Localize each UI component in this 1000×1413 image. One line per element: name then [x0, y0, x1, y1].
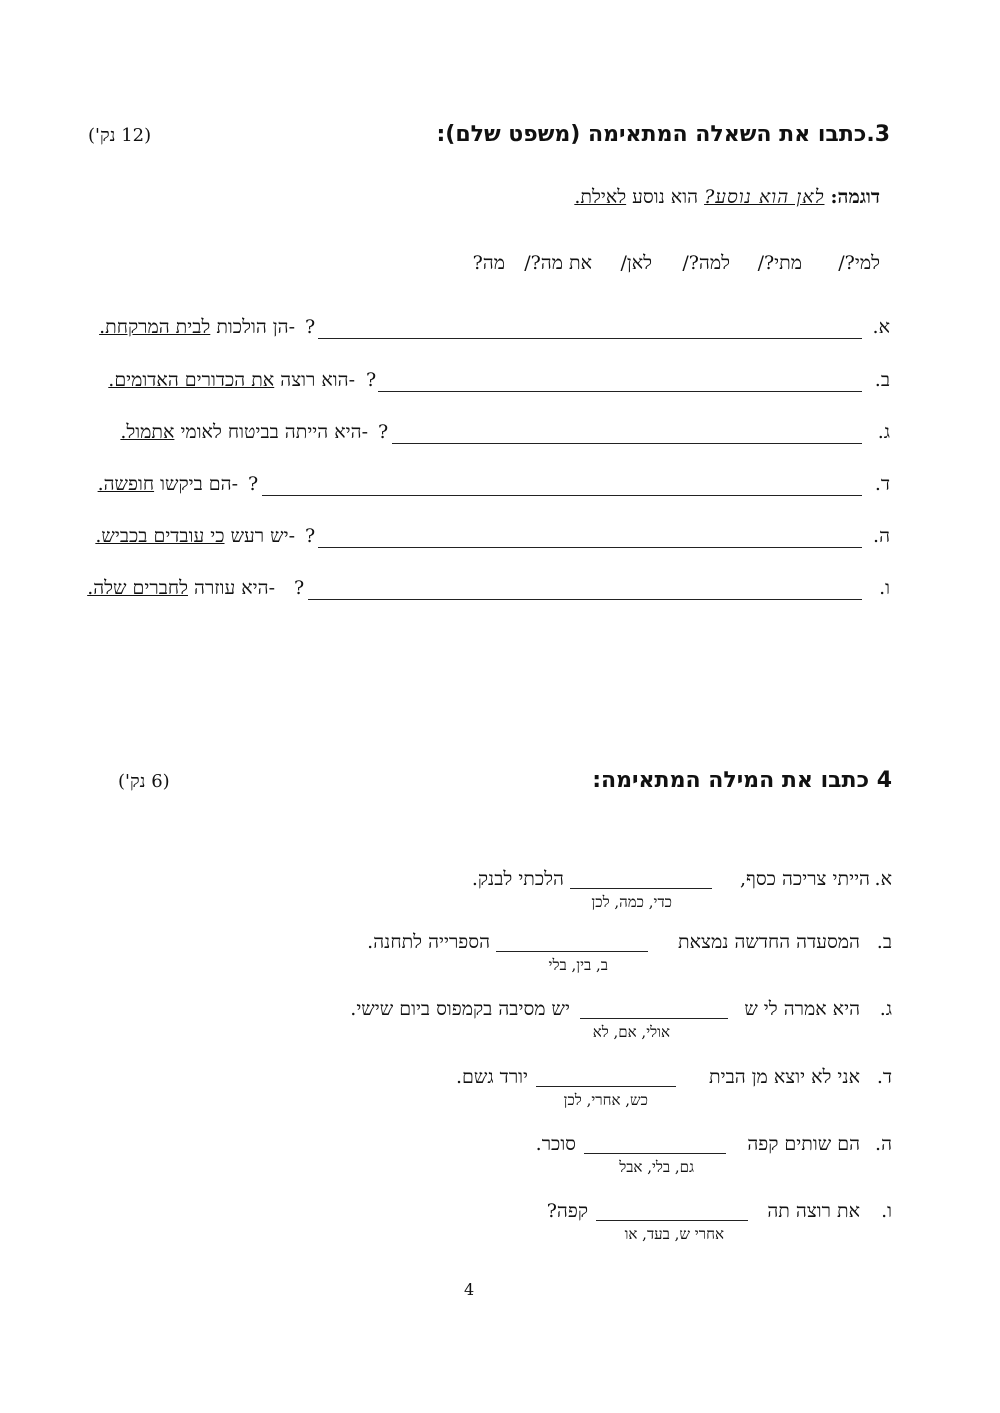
- word-options: ב, בין, בלי: [548, 956, 608, 974]
- answer-line[interactable]: [262, 495, 862, 496]
- question-mark: ?: [294, 577, 305, 599]
- question-word: מה?: [472, 252, 505, 274]
- blank-line[interactable]: [580, 1018, 728, 1019]
- answer-line[interactable]: [318, 338, 862, 339]
- item-letter: ו.: [879, 577, 890, 599]
- sentence-before: הם שותים קפה: [747, 1133, 860, 1155]
- word-options: גם, בלי, אבל: [619, 1158, 694, 1176]
- sentence-after: קפה?: [546, 1200, 588, 1222]
- item-letter: ה.: [875, 1133, 892, 1155]
- sentence-after: יורד גשם.: [456, 1066, 528, 1088]
- item-letter: ו.: [881, 1200, 892, 1222]
- question-mark: ?: [378, 421, 389, 443]
- answer-line[interactable]: [318, 547, 862, 548]
- example-answer: לאילת.: [574, 186, 627, 208]
- blank-line[interactable]: [570, 888, 712, 889]
- section3-title: 3.כתבו את השאלה המתאימה (משפט שלם):: [436, 122, 890, 147]
- statement-text: -היא הייתה בביטוח לאומי אתמול.: [120, 421, 368, 443]
- question-mark: ?: [366, 369, 377, 391]
- question-word: את מה?/: [524, 252, 592, 274]
- blank-line[interactable]: [536, 1086, 676, 1087]
- word-options: אחרי ש, בעד, או: [624, 1225, 724, 1243]
- fill-in-item: [0, 998, 1000, 1048]
- item-letter: ב.: [874, 369, 890, 391]
- page-number: 4: [464, 1280, 475, 1299]
- item-letter: ד.: [876, 1066, 892, 1088]
- question-mark: ?: [248, 473, 259, 495]
- example-line: [574, 186, 880, 209]
- answer-line[interactable]: [378, 391, 862, 392]
- section4-title: 4 כתבו את המילה המתאימה:: [592, 768, 892, 793]
- question-mark: ?: [305, 525, 316, 547]
- example-question: לאן הוא נוסע?: [704, 186, 825, 208]
- word-options: אולי, אם, לא: [592, 1023, 670, 1041]
- item-letter: ד.: [874, 473, 890, 495]
- blank-line[interactable]: [596, 1220, 748, 1221]
- item-letter: ג.: [877, 421, 890, 443]
- section3-points: (12 נק'): [88, 125, 152, 146]
- sentence-before: אני לא יוצא מן הבית: [709, 1066, 860, 1088]
- word-options: כדי, כמה, לכן: [591, 893, 672, 911]
- fill-in-item: [0, 1133, 1000, 1183]
- fill-in-item: [0, 868, 1000, 918]
- question-word: למי?/: [838, 252, 880, 274]
- question-word: לאן/: [620, 252, 652, 274]
- sentence-after: סוכר.: [535, 1133, 576, 1155]
- item-letter: א.: [874, 868, 892, 890]
- statement-text: -הן הולכות לבית המרקחת.: [99, 316, 295, 338]
- blank-line[interactable]: [584, 1153, 726, 1154]
- sentence-before: הייתי צריכה כסף,: [739, 868, 870, 890]
- statement-text: -יש רעש כי עובדים בכביש.: [95, 525, 295, 547]
- sentence-after: הספרייה לתחנה.: [367, 931, 490, 953]
- item-letter: א.: [872, 316, 890, 338]
- statement-text: -היא עוזרה לחברים שלה.: [87, 577, 275, 599]
- example-mid: הוא נוסע: [632, 186, 699, 208]
- sentence-before: המסעדה החדשה נמצאת: [678, 931, 860, 953]
- statement-text: -הוא רוצה את הכדורים האדומים.: [108, 369, 355, 391]
- item-letter: ב.: [876, 931, 892, 953]
- word-options: כש, אחרי, לכן: [563, 1091, 648, 1109]
- question-row: [0, 316, 1000, 346]
- question-row: [0, 577, 1000, 607]
- answer-line[interactable]: [392, 443, 862, 444]
- sentence-after: יש מסיבה בקמפוס ביום שישי.: [350, 998, 570, 1020]
- section4-points: (6 נק'): [118, 771, 170, 792]
- fill-in-item: [0, 931, 1000, 981]
- question-word: למה?/: [682, 252, 730, 274]
- sentence-before: את רוצה תה: [767, 1200, 860, 1222]
- question-row: [0, 525, 1000, 555]
- question-row: [0, 421, 1000, 451]
- fill-in-item: [0, 1066, 1000, 1116]
- fill-in-item: [0, 1200, 1000, 1250]
- sentence-before: היא אמרה לי ש: [744, 998, 860, 1020]
- sentence-after: הלכתי לבנק.: [471, 868, 564, 890]
- question-word: מתי?/: [757, 252, 802, 274]
- answer-line[interactable]: [308, 599, 862, 600]
- question-row: [0, 369, 1000, 399]
- item-letter: ג.: [879, 998, 892, 1020]
- question-mark: ?: [305, 316, 316, 338]
- question-word-bank: [460, 252, 880, 280]
- statement-text: -הם ביקשו חופשה.: [97, 473, 238, 495]
- blank-line[interactable]: [496, 951, 648, 952]
- item-letter: ה.: [873, 525, 890, 547]
- question-row: [0, 473, 1000, 503]
- example-label: דוגמה:: [830, 186, 880, 208]
